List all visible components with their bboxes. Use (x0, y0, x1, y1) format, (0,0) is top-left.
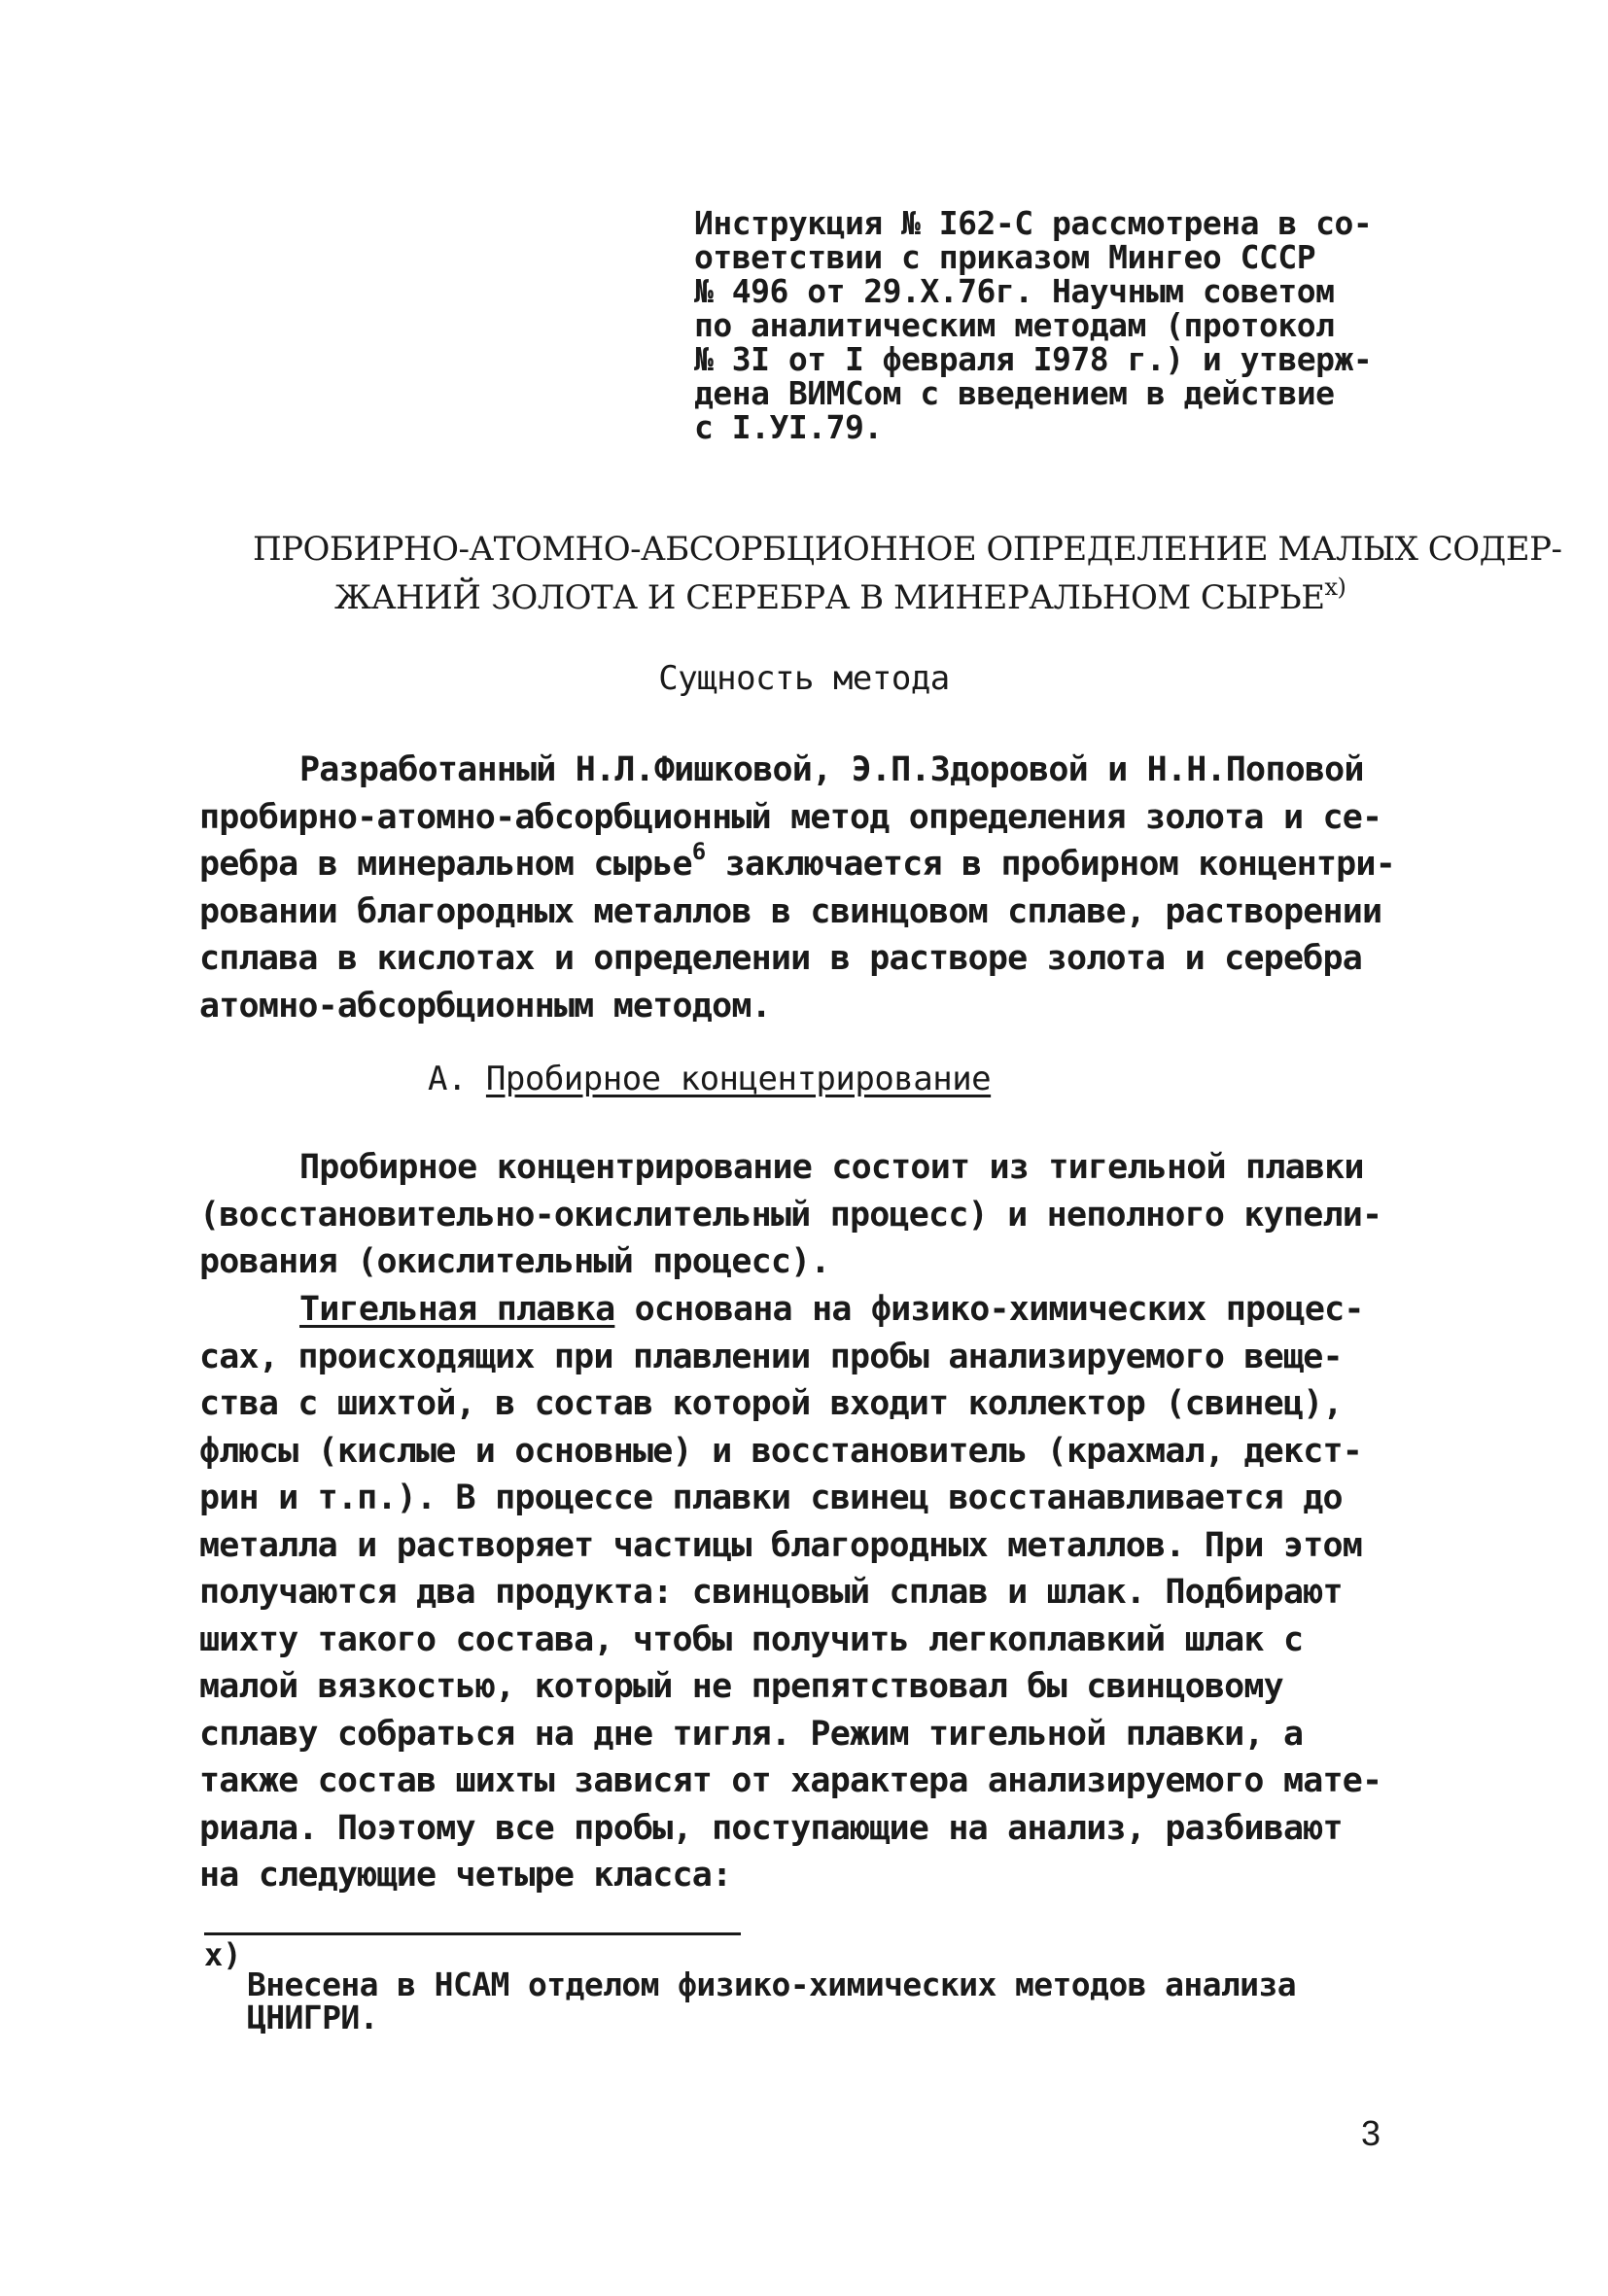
footnote-line: ЦНИГРИ. (247, 1999, 378, 2036)
section-heading (428, 1060, 991, 1098)
paragraph-line (199, 838, 1415, 888)
title-footnote-mark: х) (1324, 574, 1346, 601)
approval-line: № 3I от I февраля I978 г.) и утверж- (694, 340, 1373, 378)
paragraph-crucible-melting (199, 1286, 1415, 1899)
paragraph-line: Пробирное концентрирование состоит из тигельной плавки (299, 1148, 1364, 1187)
title-line-2 (253, 574, 1419, 622)
paragraph-line: сплаву собраться на дне тигля. Режим тигельной плавки, а (199, 1714, 1304, 1754)
paragraph-line (199, 1286, 1415, 1334)
paragraph-line-part: заключается в пробирном концентри- (705, 845, 1395, 884)
essence-heading: Сущность метода (658, 659, 950, 698)
paragraph-line: ровании благородных металлов в свинцовом сплаве, растворении (199, 891, 1382, 931)
paragraph-line: сплава в кислотах и определении в растворе золота и серебра (199, 939, 1363, 978)
section-title: Пробирное концентрирование (485, 1060, 992, 1098)
approval-line: Инструкция № I62-С рассмотрена в со- (694, 204, 1373, 242)
paragraph-line: ства с шихтой, в состав которой входит коллектор (свинец), (199, 1384, 1343, 1423)
title-line-2-text: ЖАНИЙ ЗОЛОТА И СЕРЕБРА В МИНЕРАЛЬНОМ СЫРЬЕ (334, 578, 1325, 617)
paragraph-line: металла и растворяет частицы благородных металлов. При этом (199, 1525, 1363, 1565)
paragraph-line: пробирно-атомно-абсорбционный метод определения золота и се- (199, 797, 1382, 837)
document-title (253, 525, 1562, 622)
title-line-1: ПРОБИРНО-АТОМНО-АБСОРБЦИОННОЕ ОПРЕДЕЛЕНИЕ МАЛЫХ СОДЕР- (253, 530, 1562, 569)
reference-superscript: 6 (691, 838, 706, 865)
approval-line: № 496 от 29.X.76г. Научным советом (694, 272, 1335, 310)
approval-line: ответствии с приказом Мингео СССР (694, 238, 1316, 276)
approval-note (694, 206, 1433, 444)
approval-line: по аналитическим методам (протокол (694, 306, 1335, 344)
paragraph-line: малой вязкостью, который не препятствовал бы свинцовому (199, 1667, 1283, 1706)
page-number: 3 (1361, 2113, 1381, 2153)
paragraph-line: риала. Поэтому все пробы, поступающие на анализ, разбивают (199, 1808, 1343, 1848)
paragraph-line: рин и т.п.). В процессе плавки свинец восстанавливается до (199, 1478, 1343, 1517)
footnote-text (247, 1968, 1414, 2035)
paragraph-line: (восстановительно-окислительный процесс) и неполного купели- (199, 1195, 1382, 1235)
approval-line: с I.УI.79. (694, 408, 883, 446)
paragraph-line: получаются два продукта: свинцовый сплав и шлак. Подбирают (199, 1573, 1343, 1612)
paragraph-line-part: ребра в минеральном сырье (199, 845, 692, 884)
paragraph-line: шихту такого состава, чтобы получить легкоплавкий шлак с (199, 1619, 1304, 1659)
paragraph-line: атомно-абсорбционным методом. (199, 986, 771, 1026)
paragraph-line: Разработанный Н.Л.Фишковой, Э.П.Здоровой и Н.Н.Поповой (299, 750, 1364, 789)
paragraph-line: на следующие четыре класса: (199, 1856, 732, 1895)
section-prefix: А. (428, 1060, 486, 1098)
paragraph-line: сах, происходящих при плавлении пробы анализируемого веще- (199, 1337, 1343, 1376)
footnote-divider (204, 1932, 741, 1935)
crucible-melting-term: Тигельная плавка (299, 1290, 615, 1329)
approval-line: дена ВИМСом с введением в действие (694, 374, 1335, 412)
paragraph-concentration (199, 1144, 1415, 1286)
paragraph-method-summary (199, 747, 1415, 1029)
paragraph-line: флюсы (кислые и основные) и восстановитель (крахмал, декст- (199, 1431, 1363, 1471)
paragraph-line-part: основана на физико-химических процес- (614, 1290, 1364, 1329)
paragraph-line: также состав шихты зависят от характера анализируемого мате- (199, 1761, 1382, 1800)
footnote-line: Внесена в НСАМ отделом физико-химических методов анализа (247, 1966, 1296, 2003)
paragraph-line: рования (окислительный процесс). (199, 1242, 830, 1281)
footnote-mark: х) (204, 1936, 242, 1973)
